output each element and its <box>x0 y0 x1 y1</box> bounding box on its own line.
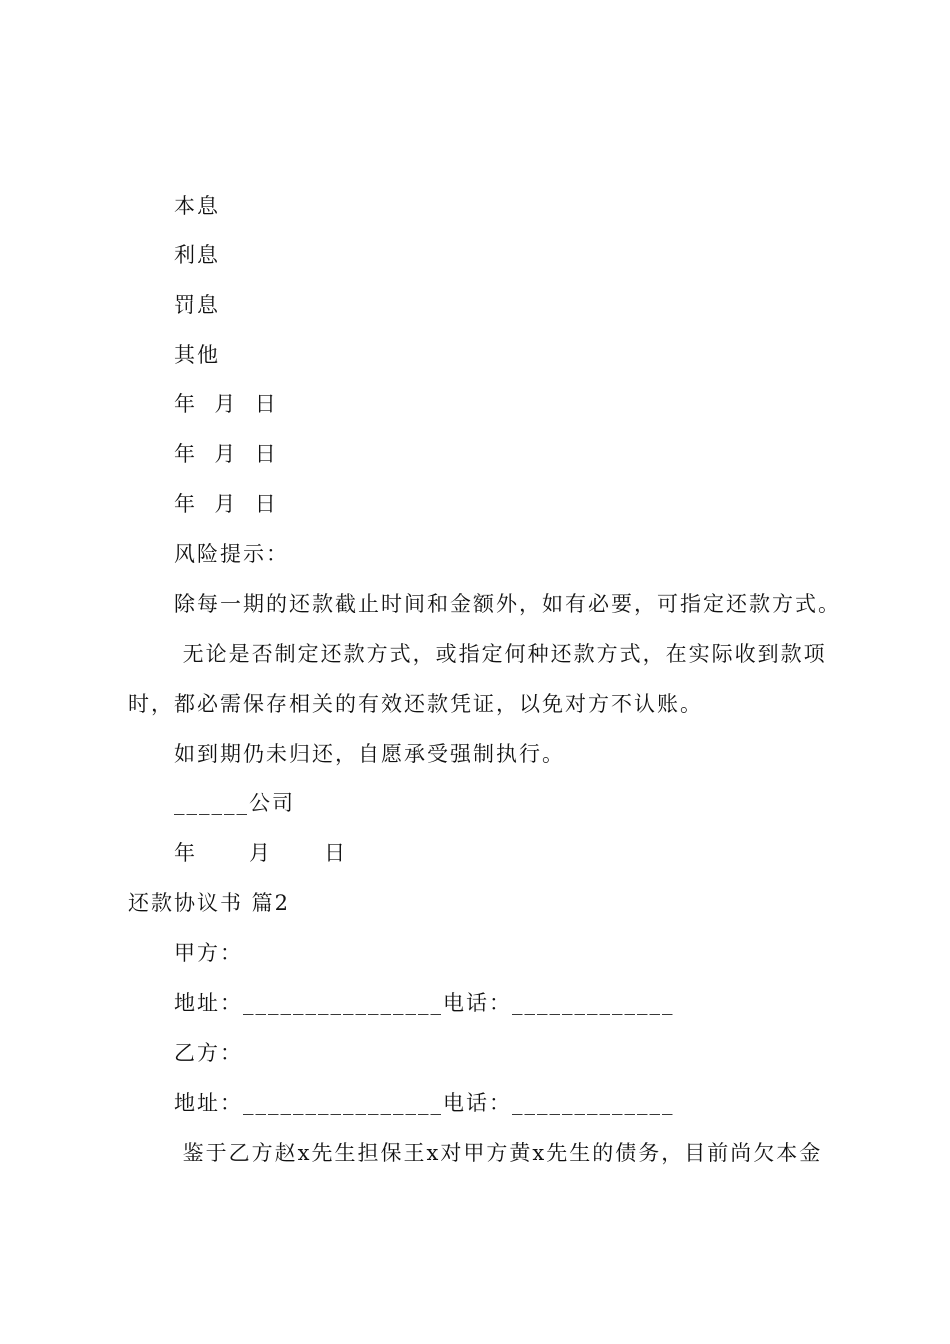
risk-paragraph-2-line-1: 无论是否制定还款方式，或指定何种还款方式，在实际收到款项 <box>174 642 827 666</box>
section-title: 还款协议书 篇2 <box>128 891 291 915</box>
risk-paragraph-3: 如到期仍未归还，自愿承受强制执行。 <box>174 742 565 766</box>
risk-paragraph-1: 除每一期的还款截止时间和金额外，如有必要，可指定还款方式。 <box>174 592 841 616</box>
date-line-3: 年 月 日 <box>174 492 278 516</box>
risk-paragraph-2-line-2: 时，都必需保存相关的有效还款凭证，以免对方不认账。 <box>128 692 703 716</box>
date-line-1: 年 月 日 <box>174 392 278 416</box>
party-b-address-phone: 地址：________________电话：_____________ <box>174 1091 675 1115</box>
party-b-label: 乙方： <box>174 1041 243 1065</box>
text-line-principal-interest: 本息 <box>174 194 220 218</box>
risk-heading: 风险提示： <box>174 542 289 566</box>
text-line-penalty-interest: 罚息 <box>174 293 220 317</box>
text-line-interest: 利息 <box>174 243 220 267</box>
signature-date-line: 年 月 日 <box>174 841 348 865</box>
party-a-label: 甲方： <box>174 941 243 965</box>
party-a-address-phone: 地址：________________电话：_____________ <box>174 991 675 1015</box>
text-line-other: 其他 <box>174 343 220 367</box>
agreement-paragraph-start: 鉴于乙方赵x先生担保王x对甲方黄x先生的债务，目前尚欠本金 <box>174 1141 823 1165</box>
date-line-2: 年 月 日 <box>174 442 278 466</box>
company-signature-line: ______公司 <box>174 791 295 815</box>
